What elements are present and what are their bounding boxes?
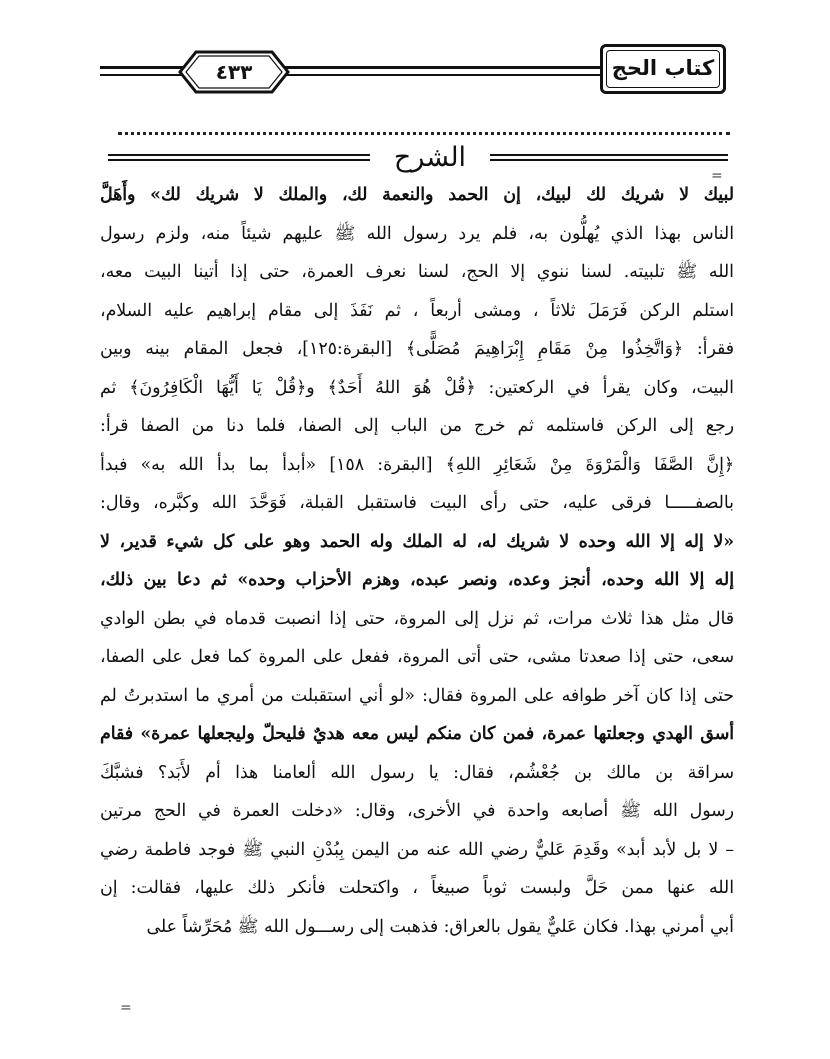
text-line-12: قال مثل هذا ثلاث مرات، ثم نزل إلى المروة، حتى إذا انصبت قدماه في بطن الوادي [100,608,734,629]
text-line-17: رسول الله ﷺ أصابعه واحدة في الأخرى، وقال: «دخلت العمرة في الحج مرتين [100,801,734,821]
margin-mark-top: = [711,168,723,184]
text-line-13: سعى، حتى إذا صعدتا مشى، حتى أتى المروة، ففعل على المروة كما فعل على الصفا، [100,647,734,667]
page-number-badge [178,50,290,94]
dotted-separator [118,118,730,135]
text-line-11: إله إلا الله وحده، أنجز وعده، ونصر عبده، وهزم الأحزاب وحده» ثم دعا بين ذلك، [100,570,734,590]
section-rule-right [490,154,728,161]
margin-mark-bottom: = [120,1000,132,1016]
book-title: كتاب الحج [611,56,715,80]
text-line-2: الناس بهذا الذي يُهلُّون به، فلم يرد رسول الله ﷺ عليهم شيئاً منه، ولزم رسول [100,223,734,244]
text-line-6: البيت، وكان يقرأ في الركعتين: ﴿قُلْ هُوَ اللهُ أَحَدٌ﴾ و﴿قُلْ يَا أَيُّهَا الْكَافِرُونَ﴾ ثم [100,377,734,398]
text-line-14: حتى إذا كان آخر طوافه على المروة فقال: «لو أني استقبلت من أمري ما استدبرتُ لم [100,685,734,706]
text-line-9: بالصفـــــا فرقى عليه، حتى رأى البيت فاستقبل القبلة، فَوَحَّدَ الله وكبَّره، وقال: [100,493,734,513]
text-line-7: رجع إلى الركن فاستلمه ثم خرج من الباب إلى الصفا، فلما دنا من الصفا قرأ: [100,416,734,436]
body-text [100,176,734,946]
section-title: الشرح [393,142,467,173]
text-line-5: فقرأ: ﴿وَاتَّخِذُوا مِنْ مَقَامِ إِبْرَاهِيمَ مُصَلًّى﴾ [البقرة:١٢٥]، فجعل المقام بينه وبين [100,339,734,359]
text-line-3: الله ﷺ تلبيته. لسنا ننوي إلا الحج، لسنا نعرف العمرة، حتى إذا أتينا البيت معه، [100,262,734,282]
text-line-10: «لا إله إلا الله وحده لا شريك له، له الملك وله الحمد وهو على كل شيء قدير، لا [100,531,734,552]
page-number: ٤٣٣ [215,60,253,84]
text-line-15: أسق الهدي وجعلتها عمرة، فمن كان منكم ليس معه هديٌ فليحلّ وليجعلها عمرة» فقام [100,724,734,744]
text-line-1: لبيك لا شريك لك لبيك، إن الحمد والنعمة لك، والملك لا شريك لك» وأَهَلَّ [100,185,734,205]
text-line-16: سراقة بن مالك بن جُعْشُم، فقال: يا رسول الله ألعامنا هذا أم لأَبَد؟ فشبَّكَ [100,762,734,783]
text-line-4: استلم الركن فَرَمَلَ ثلاثاً ، ومشى أربعاً ، ثم نَفَذَ إلى مقام إبراهيم عليه السلام، [100,300,734,321]
text-line-19: الله عنها ممن حَلَّ ولبست ثوباً صبيغاً ، واكتحلت فأنكر ذلك عليها، فقالت: إن [100,878,734,898]
header-rule-top [100,66,600,69]
section-rule-left [108,154,370,161]
header-rule-bottom [100,74,600,76]
book-title-frame [600,44,726,94]
text-line-8: ﴿إِنَّ الصَّفَا وَالْمَرْوَةَ مِنْ شَعَائِرِ اللهِ﴾ [البقرة: ١٥٨] «أبدأ بما بدأ الله به» فبدأ [100,454,734,475]
text-line-20: أبي أمرني بهذا. فكان عَليٌّ يقول بالعراق: فذهبت إلى رســـول الله ﷺ مُحَرِّشاً على [146,916,734,937]
text-line-18: – لا بل لأبد أبد» وقَدِمَ عَليٌّ رضي الله عنه من اليمن بِبُدْنِ النبي ﷺ فوجد فاطمة رضي [100,839,734,860]
